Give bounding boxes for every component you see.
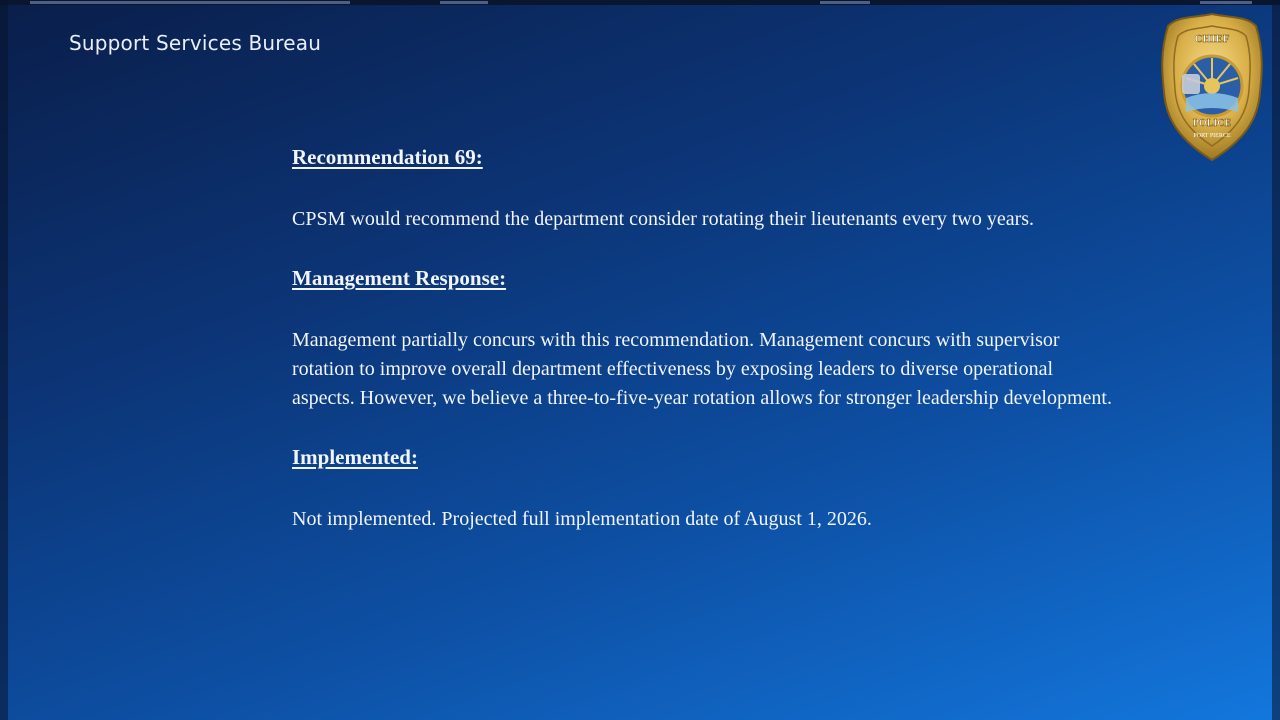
top-strip-segment xyxy=(30,1,350,4)
recommendation-text: CPSM would recommend the department consider rotating their lieutenants every two years. xyxy=(292,208,1035,230)
badge-center-text: POLICE xyxy=(1192,118,1232,129)
implemented-text: Not implemented. Projected full implementation date of August 1, 2026. xyxy=(292,508,872,530)
management-response-text: Management partially concurs with this recommendation. Management concurs with supervisor rotation to improve overall department effectiveness by exposing leaders to diverse operational aspects. However, we believe a three-to-five-year rotation allows for stronger leadership development. xyxy=(292,329,1112,409)
top-strip xyxy=(0,0,1280,5)
recommendation-heading: Recommendation 69: xyxy=(292,145,483,169)
top-strip-segment xyxy=(440,1,488,4)
badge-bottom-text: PORT PIERCE xyxy=(1193,133,1231,139)
implemented-heading: Implemented: xyxy=(292,445,418,469)
slide-content xyxy=(292,143,1112,534)
top-strip-segment xyxy=(1200,1,1252,4)
police-badge-icon xyxy=(1160,12,1264,162)
top-strip-segment xyxy=(820,1,870,4)
management-response-heading: Management Response: xyxy=(292,266,507,290)
right-edge xyxy=(1272,0,1280,720)
left-edge xyxy=(0,0,8,720)
section-header: Support Services Bureau xyxy=(69,31,322,55)
badge-top-text: CHIEF xyxy=(1194,33,1230,45)
